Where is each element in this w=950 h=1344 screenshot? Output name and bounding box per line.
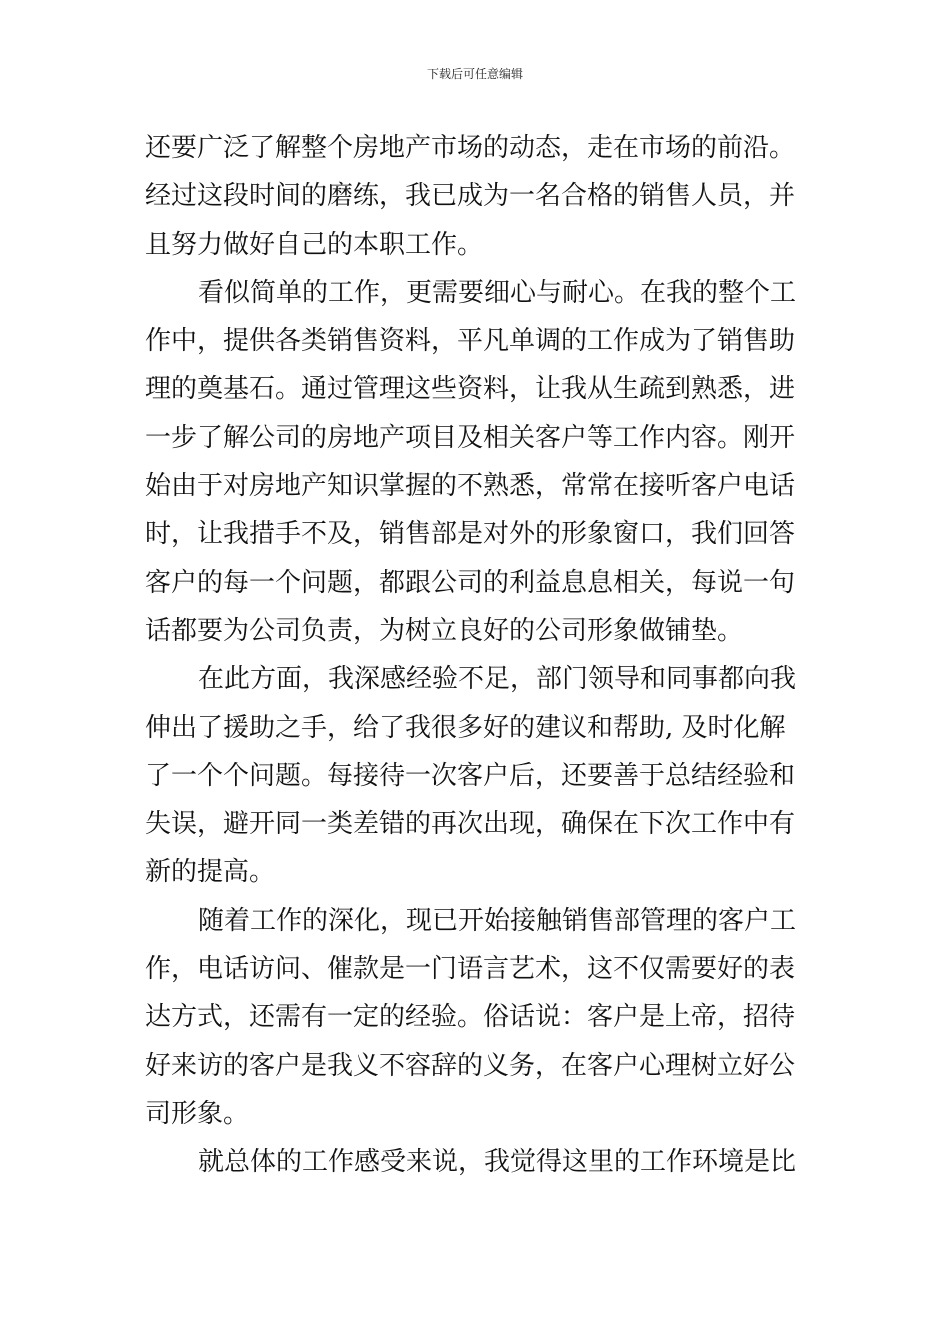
text-line: 时，让我措手不及，销售部是对外的形象窗口，我们回答 <box>145 519 796 550</box>
text-line: 新的提高。 <box>145 857 276 888</box>
text-line: 了一个个问题。每接待一次客户后，还要善于总结经验和 <box>145 760 796 791</box>
text-line: 理的奠基石。通过管理这些资料，让我从生疏到熟悉，进 <box>145 374 796 405</box>
text-line: 还要广泛了解整个房地产市场的动态，走在市场的前沿。 <box>145 133 796 163</box>
text-line: 司形象。 <box>145 1098 250 1129</box>
text-line: 达方式，还需有一定的经验。俗话说：客户是上帝，招待 <box>145 1002 796 1033</box>
text-line: 随着工作的深化，现已开始接触销售部管理的客户工 <box>198 905 797 936</box>
text-line: 失误，避开同一类差错的再次出现，确保在下次工作中有 <box>145 809 796 840</box>
text-line: 作，电话访问、催款是一门语言艺术，这不仅需要好的表 <box>145 954 796 985</box>
text-line: 经过这段时间的磨练，我已成为一名合格的销售人员，并 <box>145 181 796 212</box>
text-line: 好来访的客户是我义不容辞的义务，在客户心理树立好公 <box>145 1050 796 1081</box>
text-line: 话都要为公司负责，为树立良好的公司形象做铺垫。 <box>145 615 744 646</box>
text-line: 客户的每一个问题，都跟公司的利益息息相关，每说一句 <box>145 567 796 598</box>
text-line: 作中，提供各类销售资料，平凡单调的工作成为了销售助 <box>145 326 796 357</box>
text-line: 一步了解公司的房地产项目及相关客户等工作内容。刚开 <box>145 422 796 453</box>
text-line: 始由于对房地产知识掌握的不熟悉，常常在接听客户电话 <box>145 471 796 502</box>
body-text <box>145 124 805 1187</box>
text-line: 就总体的工作感受来说，我觉得这里的工作环境是比 <box>198 1147 797 1178</box>
text-line: 伸出了援助之手，给了我很多好的建议和帮助, 及时化解 <box>145 712 786 743</box>
text-line: 看似简单的工作，更需要细心与耐心。在我的整个工 <box>198 277 797 308</box>
page-header: 下载后可任意编辑 <box>426 67 523 81</box>
text-line: 且努力做好自己的本职工作。 <box>145 229 484 260</box>
text-line: 在此方面，我深感经验不足，部门领导和同事都向我 <box>198 664 797 695</box>
